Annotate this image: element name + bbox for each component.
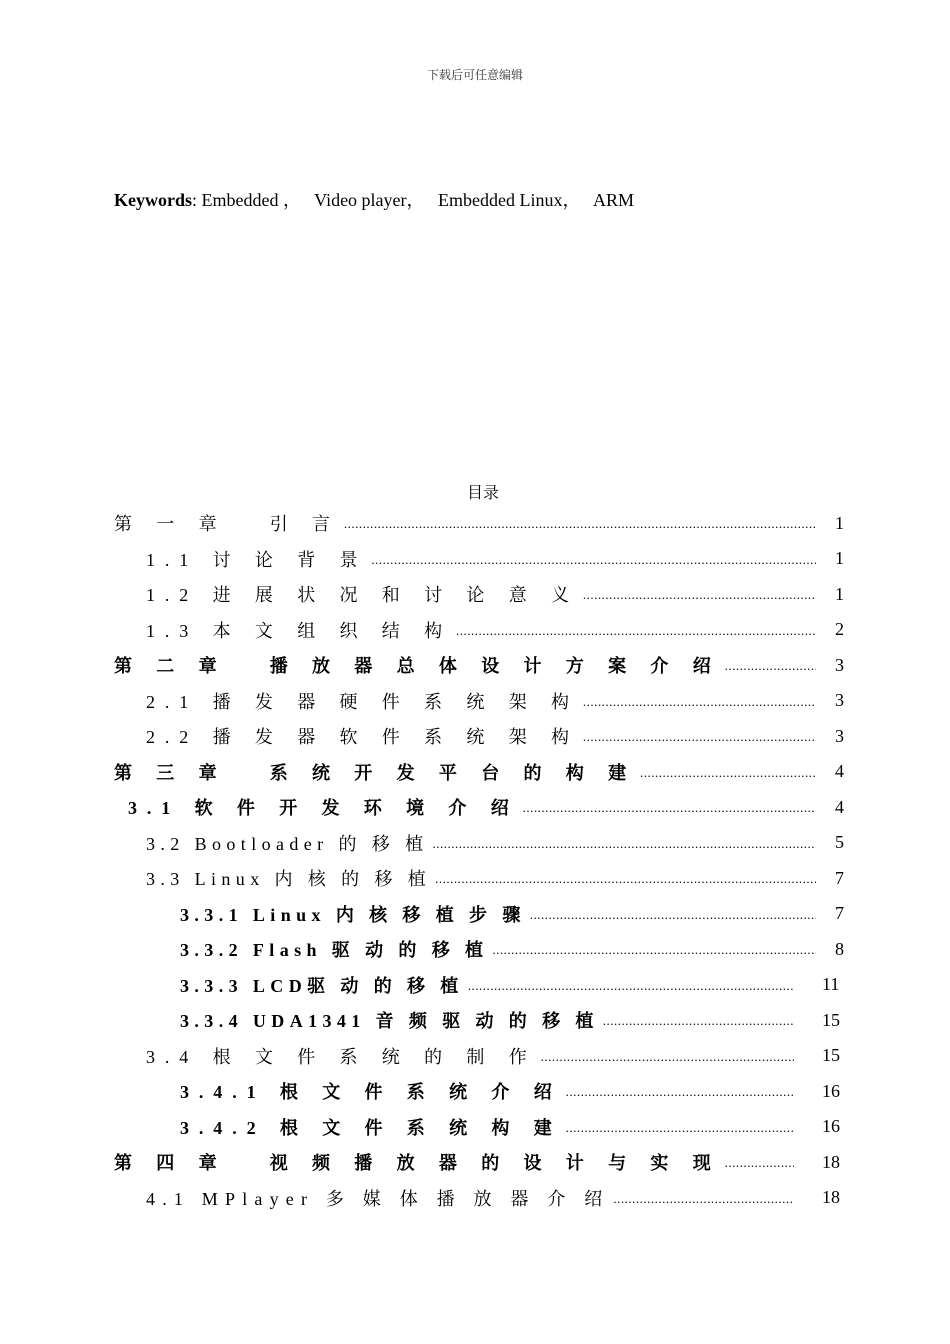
toc-entry-label: 3.4.1 根 文 件 系 统 介 绍 (180, 1082, 562, 1102)
toc-entry[interactable] (114, 1073, 844, 1109)
toc-entry-label: 3.3.3 LCD驱 动 的 移 植 (180, 975, 464, 996)
toc-leader-dots (583, 731, 816, 745)
toc-entry-label: 3.3 Linux 内 核 的 移 植 (146, 869, 432, 889)
toc-entry-label: 第 三 章 系 统 开 发 平 台 的 构 建 (114, 762, 636, 783)
toc-entry[interactable] (114, 647, 844, 683)
toc-entry-label: 4.1 MPlayer 多 媒 体 播 放 器 介 绍 (146, 1188, 610, 1209)
toc-entry-label: 2.1 播 发 器 硬 件 系 统 架 构 (146, 691, 579, 712)
toc-entry[interactable] (114, 1109, 844, 1145)
toc-entry[interactable] (114, 967, 844, 1003)
toc-leader-dots (566, 1122, 794, 1136)
toc-leader-dots (344, 518, 816, 532)
toc-entry-page: 1 (835, 512, 844, 533)
toc-entry-page: 18 (822, 1151, 840, 1172)
toc-entry-page: 7 (835, 903, 844, 923)
toc-leader-dots (640, 767, 816, 781)
toc-entry-page: 8 (835, 938, 844, 959)
toc-entry-page: 11 (822, 974, 840, 994)
toc-entry-label: 3.3.4 UDA1341 音 频 驱 动 的 移 植 (180, 1011, 599, 1031)
toc-leader-dots (566, 1086, 794, 1100)
toc-entry[interactable] (114, 576, 844, 612)
toc-entry-label: 第 四 章 视 频 播 放 器 的 设 计 与 实 现 (114, 1153, 721, 1173)
toc-entry[interactable] (114, 931, 844, 967)
toc-entry[interactable] (114, 612, 844, 648)
toc-entry[interactable] (114, 860, 844, 896)
toc-leader-dots (371, 554, 816, 568)
toc-entry[interactable] (114, 1180, 844, 1216)
toc-entry-page: 2 (835, 619, 844, 639)
toc-entry-label: 3.1 软 件 开 发 环 境 介 绍 (128, 798, 519, 818)
toc-entry-page: 1 (835, 548, 844, 568)
toc-leader-dots (432, 838, 816, 852)
toc-entry[interactable] (114, 1038, 844, 1074)
toc-leader-dots (530, 909, 816, 923)
toc-entry-label: 3.3.2 Flash 驱 动 的 移 植 (180, 940, 489, 960)
toc-entry-label: 3.2 Bootloader 的 移 植 (146, 833, 429, 854)
toc-entry-label: 3.4 根 文 件 系 统 的 制 作 (146, 1046, 537, 1067)
toc-leader-dots (613, 1193, 794, 1207)
toc-leader-dots (725, 660, 816, 674)
toc-entry-page: 15 (822, 1009, 840, 1030)
toc-entry-page: 3 (835, 654, 844, 675)
toc-entry[interactable] (114, 825, 844, 861)
toc-entry[interactable] (114, 754, 844, 790)
toc-entry-label: 第 一 章 引 言 (114, 514, 340, 534)
toc-entry-page: 16 (822, 1080, 840, 1101)
toc-entry-page: 1 (835, 583, 844, 604)
keywords-label: Keywords (114, 190, 192, 210)
toc-entry[interactable] (114, 1002, 844, 1038)
toc-entry-page: 4 (835, 796, 844, 817)
toc-leader-dots (541, 1051, 794, 1065)
toc-entry-label: 3.4.2 根 文 件 系 统 构 建 (180, 1117, 562, 1138)
page-header-note: 下载后可任意编辑 (426, 68, 523, 82)
toc-leader-dots (725, 1157, 794, 1171)
toc-leader-dots (603, 1015, 794, 1029)
toc-entry-page: 18 (822, 1187, 840, 1207)
toc-entry-label: 1.3 本 文 组 织 结 构 (146, 620, 452, 641)
toc-leader-dots (583, 589, 816, 603)
toc-entry-page: 16 (822, 1116, 840, 1136)
toc-leader-dots (435, 873, 816, 887)
toc-entry-page: 7 (835, 867, 844, 888)
toc-leader-dots (523, 802, 816, 816)
toc-leader-dots (456, 625, 816, 639)
toc-entry[interactable] (114, 683, 844, 719)
toc-leader-dots (583, 696, 816, 710)
toc-entry-label: 1.1 讨 论 背 景 (146, 549, 368, 570)
toc-entry-page: 5 (835, 832, 844, 852)
toc-entry-label: 1.2 进 展 状 况 和 讨 论 意 义 (146, 585, 579, 605)
toc-entry[interactable] (114, 896, 844, 932)
toc-leader-dots (468, 980, 794, 994)
toc-leader-dots (492, 944, 816, 958)
keywords-text: : Embedded ， Video player， Embedded Linux， ARM (192, 190, 635, 210)
toc-entry-label: 2.2 播 发 器 软 件 系 统 架 构 (146, 727, 579, 747)
toc-entry[interactable] (114, 718, 844, 754)
toc-entry[interactable] (114, 505, 844, 541)
toc-entry[interactable] (114, 789, 844, 825)
toc-entry-page: 15 (822, 1045, 840, 1065)
toc-entry[interactable] (114, 541, 844, 577)
keywords-line (114, 186, 634, 212)
toc-entry[interactable] (114, 1144, 844, 1180)
toc-entry-label: 第 二 章 播 放 器 总 体 设 计 方 案 介 绍 (114, 656, 721, 676)
toc-entry-page: 4 (835, 761, 844, 781)
toc-entry-page: 3 (835, 690, 844, 710)
toc-entry-page: 3 (835, 725, 844, 746)
toc-entry-label: 3.3.1 Linux 内 核 移 植 步 骤 (180, 904, 526, 925)
toc-title: 目录 (466, 485, 499, 502)
